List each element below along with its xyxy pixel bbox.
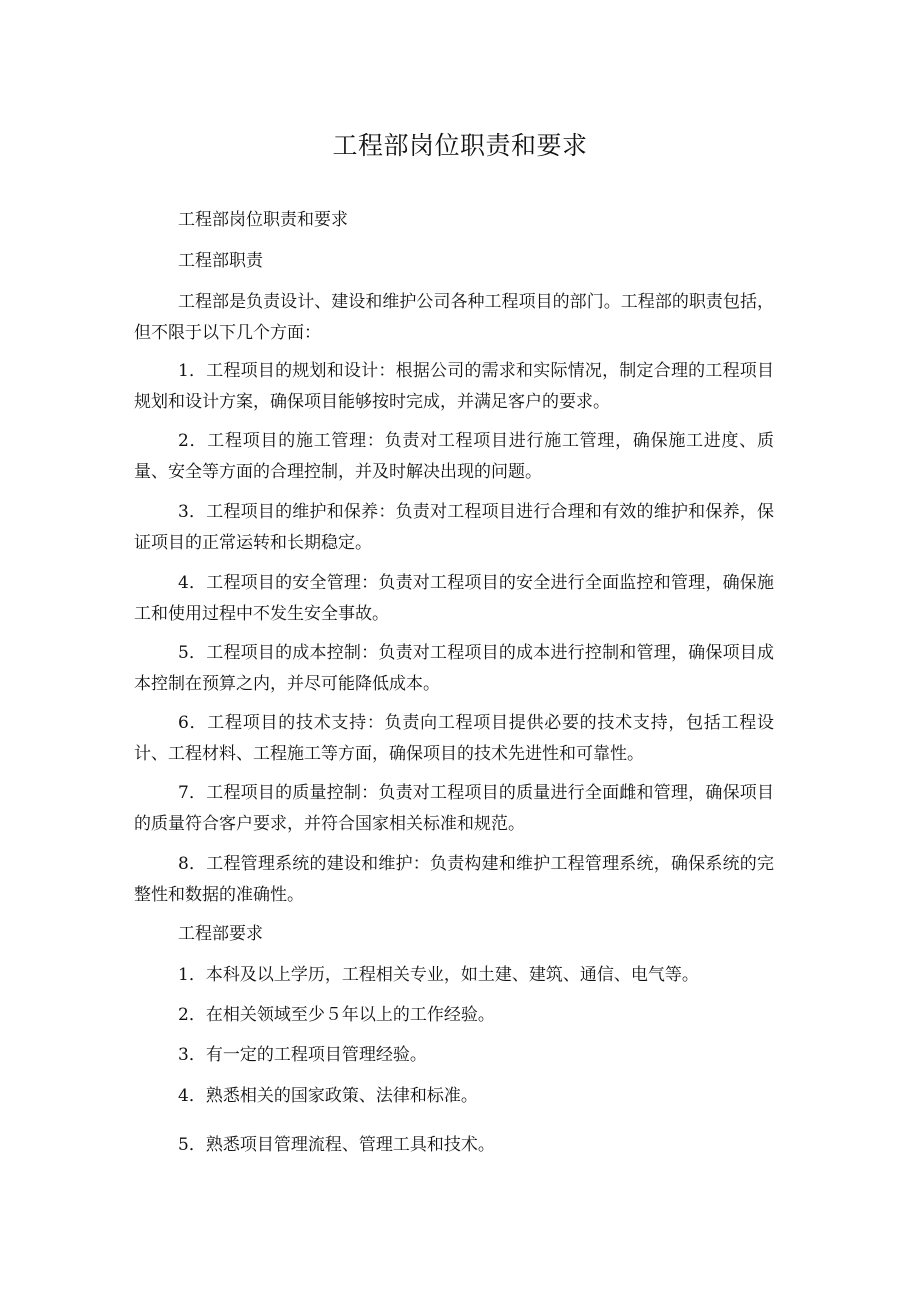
requirement-item-5: [134, 1130, 774, 1161]
duty-number: 6: [178, 713, 189, 733]
duty-text: ．工程项目的技术支持：负责向工程项目提供必要的技术支持，包括工程设计、工程材料、工程施工等方面，确保项目的技术先进性和可靠性。: [134, 713, 774, 764]
duty-item-7: [134, 778, 774, 840]
requirements-heading: 工程部要求: [178, 924, 263, 944]
duty-item-8: [134, 849, 774, 911]
requirement-number: 3: [178, 1045, 189, 1065]
subtitle: 工程部岗位职责和要求: [178, 210, 348, 230]
duty-item-5: [134, 638, 774, 700]
duty-text: ．工程项目的成本控制：负责对工程项目的成本进行控制和管理，确保项目成本控制在预算之内，并尽可能降低成本。: [134, 643, 774, 694]
duty-text: ．工程项目的质量控制：负责对工程项目的质量进行全面雌和管理，确保项目的质量符合客户要求，并符合国家相关标准和规范。: [134, 783, 774, 834]
duty-number: 2: [178, 431, 189, 451]
requirement-text: ．本科及以上学历，工程相关专业，如土建、建筑、通信、电气等。: [188, 965, 699, 985]
duty-number: 1: [178, 361, 189, 381]
requirement-text: ．熟悉项目管理流程、管理工具和技术。: [188, 1135, 495, 1155]
requirement-number: 5: [178, 1135, 189, 1155]
page-title: 工程部岗位职责和要求: [332, 131, 588, 160]
duty-number: 3: [178, 502, 189, 522]
duty-item-4: [134, 568, 774, 630]
requirement-text: ．熟悉相关的国家政策、法律和标准。: [188, 1086, 478, 1106]
duty-text: ．工程管理系统的建设和维护：负责构建和维护工程管理系统，确保系统的完整性和数据的准确性。: [134, 854, 774, 905]
requirement-item-3: [134, 1040, 774, 1071]
duty-number: 5: [178, 643, 189, 663]
duty-text: ．工程项目的施工管理：负责对工程项目进行施工管理，确保施工进度、质量、安全等方面的合理控制，并及时解决出现的问题。: [134, 431, 774, 482]
requirement-item-2: [134, 1000, 774, 1031]
duty-text: ．工程项目的安全管理：负责对工程项目的安全进行全面监控和管理，确保施工和使用过程中不发生安全事故。: [134, 573, 774, 624]
requirement-number: 4: [178, 1086, 189, 1106]
duty-item-6: [134, 708, 774, 770]
duty-item-2: [134, 426, 774, 488]
requirement-number: 2: [178, 1005, 189, 1025]
requirement-item-4: [134, 1081, 774, 1112]
duty-text: ．工程项目的维护和保养：负责对工程项目进行合理和有效的维护和保养，保证项目的正常运转和长期稳定。: [134, 502, 774, 553]
duty-item-3: [134, 497, 774, 559]
requirement-item-1: [134, 960, 774, 991]
duties-heading: 工程部职责: [178, 251, 263, 271]
duty-item-1: [134, 356, 774, 418]
requirement-text: ．在相关领域至少５年以上的工作经验。: [188, 1005, 495, 1025]
requirement-number: 1: [178, 965, 189, 985]
intro-paragraph: 工程部是负责设计、建设和维护公司各种工程项目的部门。工程部的职责包括，但不限于以下几个方面：: [134, 292, 774, 343]
requirement-text: ．有一定的工程项目管理经验。: [188, 1045, 427, 1065]
duty-number: 7: [178, 783, 189, 803]
duty-number: 4: [178, 573, 189, 593]
duty-number: 8: [178, 854, 189, 874]
duty-text: ．工程项目的规划和设计：根据公司的需求和实际情况，制定合理的工程项目规划和设计方案，确保项目能够按时完成，并满足客户的要求。: [134, 361, 774, 412]
